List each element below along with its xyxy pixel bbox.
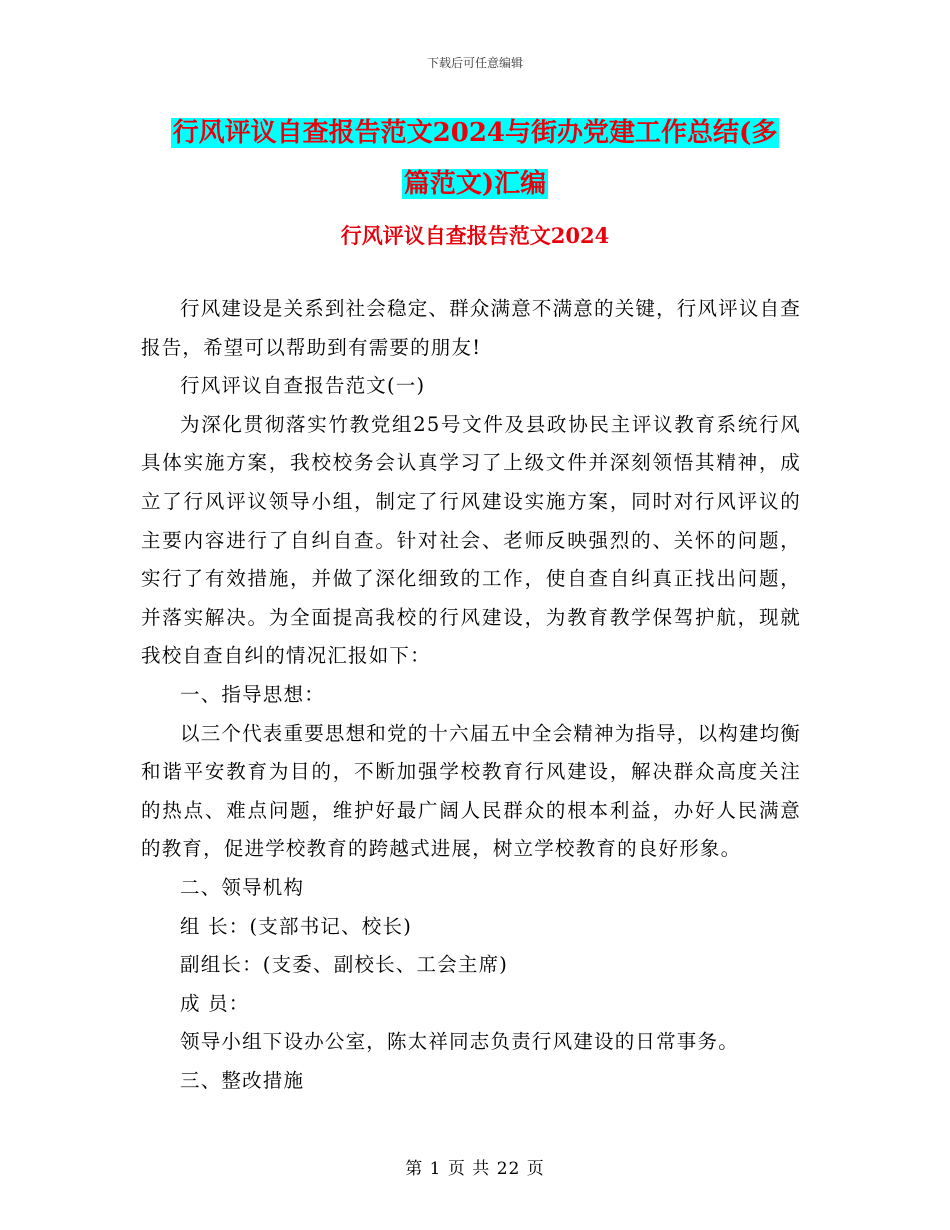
paragraph-subtitle: 行风评议自查报告范文(一): [180, 374, 426, 398]
paragraph-guiding-thought: 以三个代表重要思想和党的十六届五中全会精神为指导，以构建均衡和谐平安教育为目的，不断加强学校教育行风建设，解决群众高度关注的热点、难点问题，维护好最广阔人民群众的根本利益，办好人民满意的教育，促进学校教育的跨越式进展，树立学校教育的良好形象。: [141, 721, 802, 861]
header-note: 下载后可任意编辑: [426, 56, 523, 70]
heading-leadership: 二、领导机构: [180, 875, 305, 899]
document-body: [141, 290, 801, 1100]
paragraph-main: 为深化贯彻落实竹教党组25号文件及县政协民主评议教育系统行风具体实施方案，我校校务会认真学习了上级文件并深刻领悟其精神，成立了行风评议领导小组，制定了行风建设实施方案，同时对行风评议的主要内容进行了自纠自查。针对社会、老师反映强烈的、关怀的问题，实行了有效措施，并做了深化细致的工作，使自查自纠真正找出问题，并落实解决。为全面提高我校的行风建设，为教育教学保驾护航，现就我校自查自纠的情况汇报如下：: [141, 412, 801, 668]
document-title-line-1: 行风评议自查报告范文2024与街办党建工作总结(多: [172, 118, 778, 148]
leadership-office: 领导小组下设办公室，陈太祥同志负责行风建设的日常事务。: [180, 1030, 739, 1054]
document-title: [0, 108, 950, 210]
section-title: 行风评议自查报告范文2024: [340, 223, 610, 248]
leadership-leader: 组 长：(支部书记、校长): [180, 914, 413, 938]
leadership-members: 成 员：: [180, 991, 250, 1015]
page-footer: 第 1 页 共 22 页: [405, 1159, 545, 1179]
paragraph-intro: 行风建设是关系到社会稳定、群众满意不满意的关键，行风评议自查报告，希望可以帮助到有需要的朋友!: [141, 297, 802, 359]
leadership-deputy: 副组长：(支委、副校长、工会主席): [180, 953, 509, 977]
heading-guiding-thought: 一、指导思想：: [180, 682, 325, 706]
document-title-line-2: 篇范文)汇编: [403, 169, 547, 199]
heading-rectification: 三、整改措施: [180, 1068, 305, 1092]
